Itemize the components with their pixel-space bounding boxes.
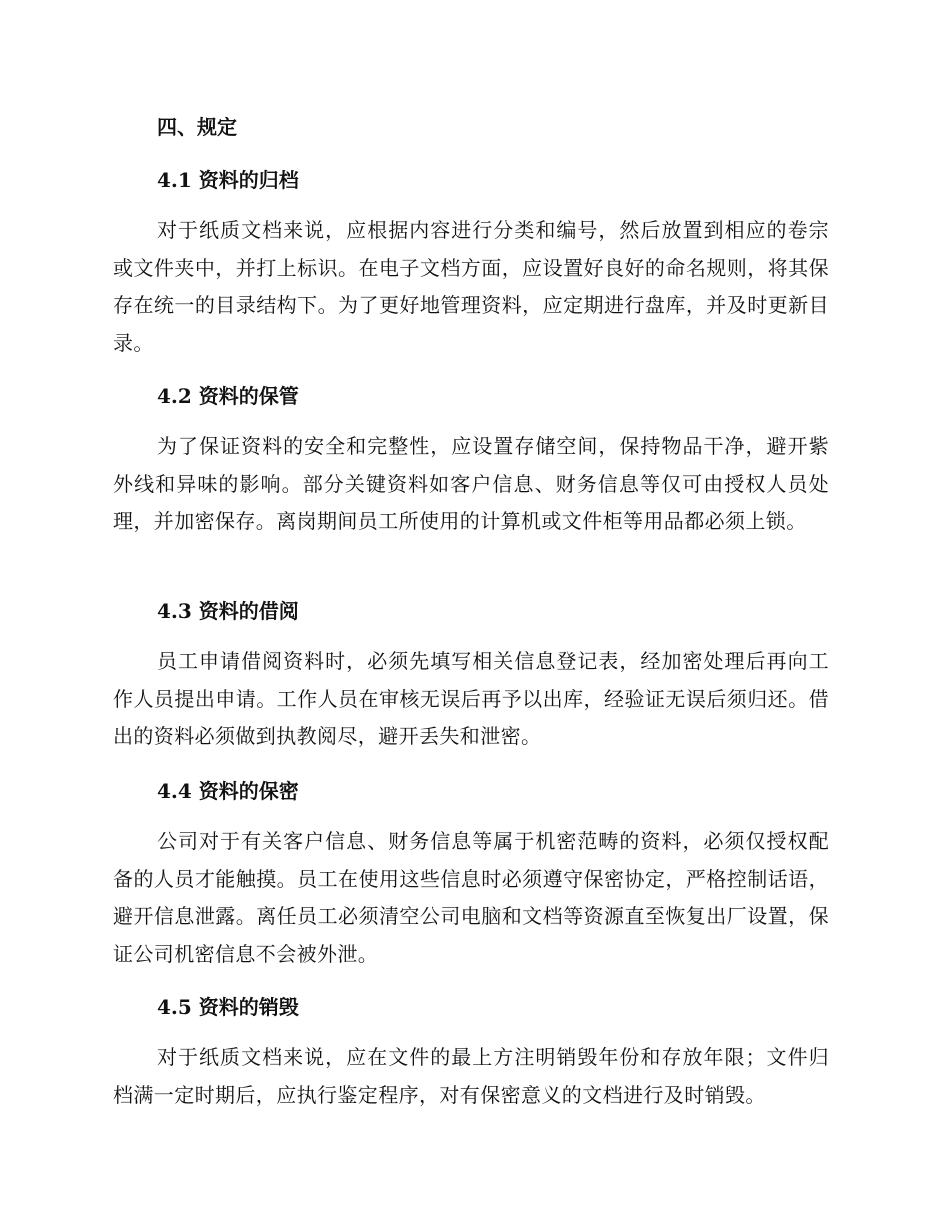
paragraph-4-2: 为了保证资料的安全和完整性，应设置存储空间，保持物品干净，避开紫外线和异味的影响。部分关键资料如客户信息、财务信息等仅可由授权人员处理，并加密保存。离岗期间员工所使用的计算机或文件柜等用品都必须上锁。 xyxy=(113,434,829,533)
paragraph-4-4: 公司对于有关客户信息、财务信息等属于机密范畴的资料，必须仅授权配备的人员才能触摸。员工在使用这些信息时必须遵守保密协定，严格控制话语，避开信息泄露。离任员工必须清空公司电脑和文档等资源直至恢复出厂设置，保证公司机密信息不会被外泄。 xyxy=(113,829,829,966)
subsection-heading-4-5: 4.5 资料的销毁 xyxy=(157,995,299,1019)
subsection-heading-4-4: 4.4 资料的保密 xyxy=(157,779,299,803)
section-heading: 四、规定 xyxy=(157,115,237,139)
subsection-heading-4-1: 4.1 资料的归档 xyxy=(157,168,299,192)
paragraph-4-3: 员工申请借阅资料时，必须先填写相关信息登记表，经加密处理后再向工作人员提出申请。工作人员在审核无误后再予以出库，经验证无误后须归还。借出的资料必须做到执教阅尽，避开丢失和泄密。 xyxy=(113,649,829,748)
paragraph-4-1: 对于纸质文档来说，应根据内容进行分类和编号，然后放置到相应的卷宗或文件夹中，并打上标识。在电子文档方面，应设置好良好的命名规则，将其保存在统一的目录结构下。为了更好地管理资料，应定期进行盘库，并及时更新目录。 xyxy=(113,218,829,355)
subsection-heading-4-3: 4.3 资料的借阅 xyxy=(157,599,299,623)
paragraph-4-5: 对于纸质文档来说，应在文件的最上方注明销毁年份和存放年限；文件归档满一定时期后，应执行鉴定程序，对有保密意义的文档进行及时销毁。 xyxy=(113,1045,829,1107)
subsection-heading-4-2: 4.2 资料的保管 xyxy=(157,384,299,408)
